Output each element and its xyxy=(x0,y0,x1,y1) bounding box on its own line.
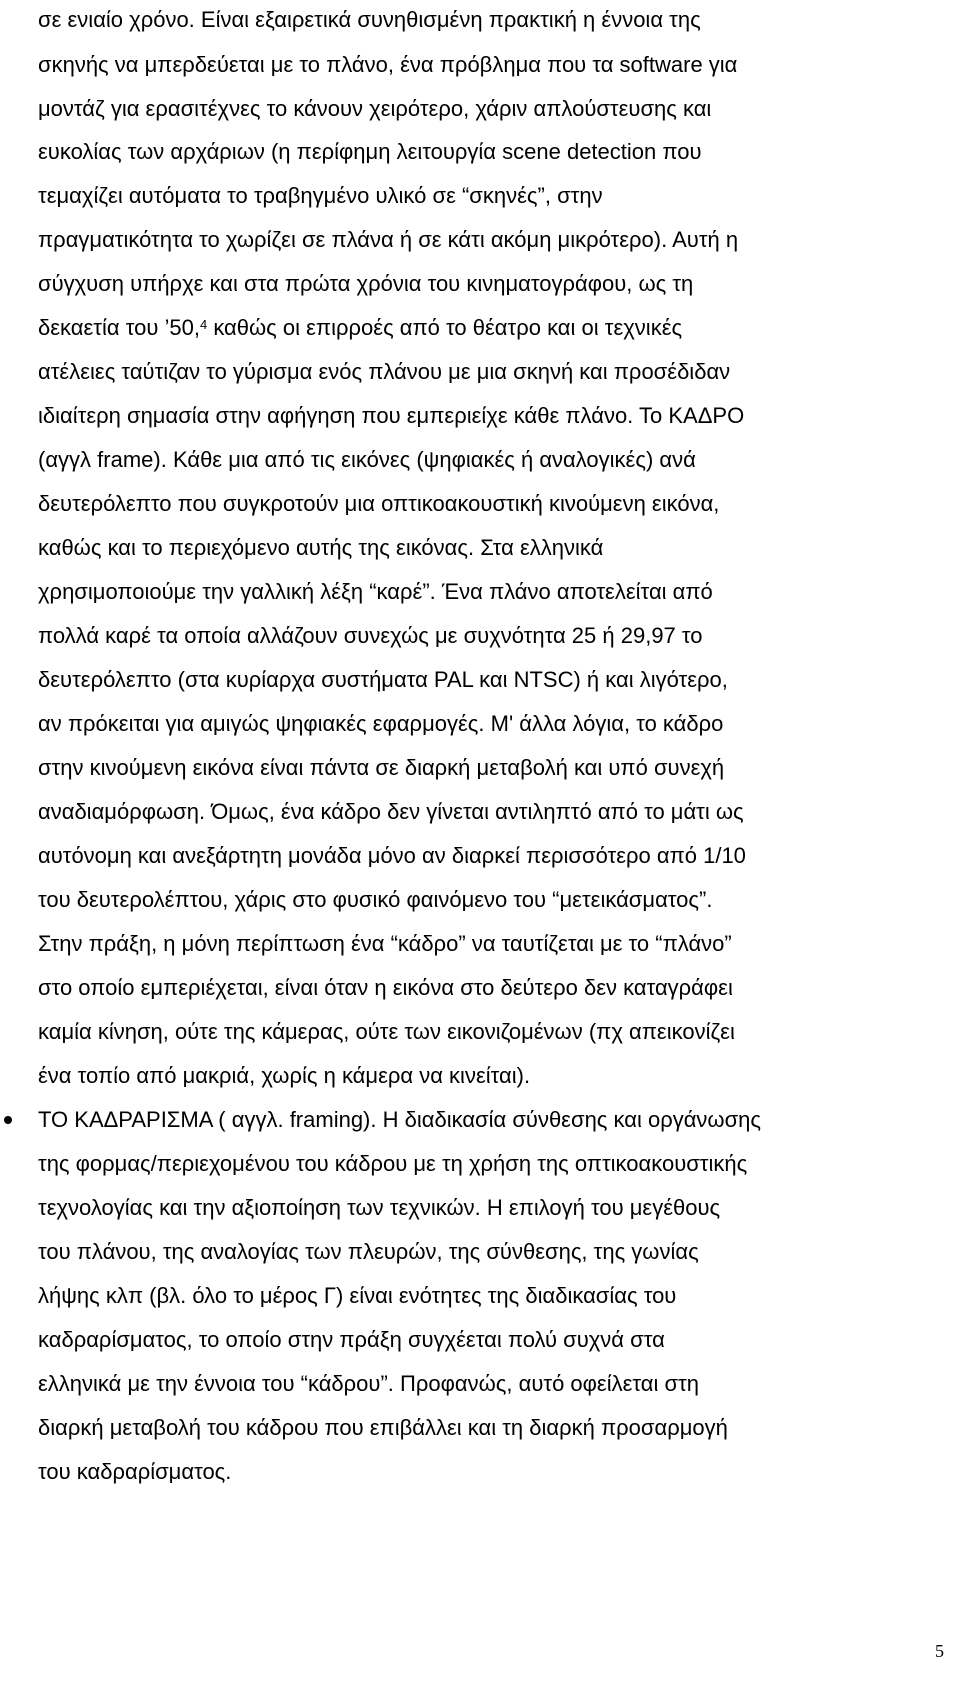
bullet-line: διαρκή μεταβολή του κάδρου που επιβάλλει και τη διαρκή προσαρμογή xyxy=(38,1415,728,1440)
paragraph-line: ένα τοπίο από μακριά, χωρίς η κάμερα να κινείται). xyxy=(38,1063,531,1088)
paragraph-line-with-footnote xyxy=(38,315,682,341)
paragraph-line: πολλά καρέ τα οποία αλλάζουν συνεχώς με συχνότητα 25 ή 29,97 το xyxy=(38,623,703,648)
paragraph-line-with-emphasis xyxy=(38,755,724,781)
bullet-line: ελληνικά με την έννοια του “κάδρου”. Προφανώς, αυτό οφείλεται στη xyxy=(38,1371,700,1396)
paragraph-line: ατέλειες ταύτιζαν το γύρισμα ενός πλάνου με μια σκηνή και προσέδιδαν xyxy=(38,359,731,384)
paragraph-line: σύγχυση υπήρχε και στα πρώτα χρόνια του κινηματογράφου, ως τη xyxy=(38,271,694,296)
bullet-line: του πλάνου, της αναλογίας των πλευρών, της σύνθεσης, της γωνίας xyxy=(38,1239,699,1264)
bullet-icon xyxy=(4,1116,12,1124)
paragraph-line: σε ενιαίο χρόνο. Είναι εξαιρετικά συνηθισμένη πρακτική η έννοια της xyxy=(38,7,701,32)
line-text: δεκαετία του ’50, xyxy=(38,315,200,340)
paragraph-line: ευκολίας των αρχάριων (η περίφημη λειτουργία scene detection που xyxy=(38,139,702,164)
paragraph-line: ιδιαίτερη σημασία στην αφήγηση που εμπεριείχε κάθε πλάνο. Το ΚΑΔΡΟ xyxy=(38,403,745,428)
paragraph-line: δευτερόλεπτο που συγκροτούν μια οπτικοακουστική κινούμενη εικόνα, xyxy=(38,491,720,516)
paragraph-line: πραγματικότητα το χωρίζει σε πλάνα ή σε κάτι ακόμη μικρότερο). Αυτή η xyxy=(38,227,739,252)
paragraph-line: αν πρόκειται για αμιγώς ψηφιακές εφαρμογές. Μ' άλλα λόγια, το κάδρο xyxy=(38,711,724,736)
bullet-line: τεχνολογίας και την αξιοποίηση των τεχνικών. Η επιλογή του μεγέθους xyxy=(38,1195,721,1220)
bullet-line: της φορμας/περιεχομένου του κάδρου με τη χρήση της οπτικοακουστικής xyxy=(38,1151,748,1176)
emphasized-phrase: είναι πάντα σε διαρκή μεταβολή xyxy=(260,755,568,780)
line-text: καθώς οι επιρροές από το θέατρο και οι τεχνικές xyxy=(213,315,683,340)
paragraph-line: αναδιαμόρφωση. Όμως, ένα κάδρο δεν γίνεται αντιληπτό από το μάτι ως xyxy=(38,799,744,824)
bullet-line: καδραρίσματος, το οποίο στην πράξη συγχέεται πολύ συχνά στα xyxy=(38,1327,665,1352)
footnote-reference: 4 xyxy=(199,317,208,332)
paragraph-line: του δευτερολέπτου, χάρις στο φυσικό φαινόμενο του “μετεικάσματος”. xyxy=(38,887,713,912)
paragraph-line: Στην πράξη, η μόνη περίπτωση ένα “κάδρο” να ταυτίζεται με το “πλάνο” xyxy=(38,931,732,956)
line-text: στην κινούμενη εικόνα xyxy=(38,755,254,780)
paragraph-line: (αγγλ frame). Κάθε μια από τις εικόνες (ψηφιακές ή αναλογικές) ανά xyxy=(38,447,696,472)
bullet-line: ΤΟ ΚΑΔΡΑΡΙΣΜΑ ( αγγλ. framing). Η διαδικασία σύνθεσης και οργάνωσης xyxy=(38,1107,762,1132)
bullet-line: του καδραρίσματος. xyxy=(38,1459,232,1484)
paragraph-line: σκηνής να μπερδεύεται με το πλάνο, ένα πρόβλημα που τα software για xyxy=(38,52,738,77)
bullet-line: λήψης κλπ (βλ. όλο το μέρος Γ) είναι ενότητες της διαδικασίας του xyxy=(38,1283,677,1308)
paragraph-line: στο οποίο εμπεριέχεται, είναι όταν η εικόνα στο δεύτερο δεν καταγράφει xyxy=(38,975,733,1000)
paragraph-line: τεμαχίζει αυτόματα το τραβηγμένο υλικό σε “σκηνές”, στην xyxy=(38,183,603,208)
line-text: και υπό συνεχή xyxy=(573,755,725,780)
paragraph-line: μοντάζ για ερασιτέχνες το κάνουν χειρότερο, χάριν απλούστευσης και xyxy=(38,96,712,121)
paragraph-line: αυτόνομη και ανεξάρτητη μονάδα μόνο αν διαρκεί περισσότερο από 1/10 xyxy=(38,843,746,868)
paragraph-line: καμία κίνηση, ούτε της κάμερας, ούτε των εικονιζομένων (πχ απεικονίζει xyxy=(38,1019,735,1044)
page-number: 5 xyxy=(935,1641,944,1661)
paragraph-line: καθώς και το περιεχόμενο αυτής της εικόνας. Στα ελληνικά xyxy=(38,535,604,560)
paragraph-line: χρησιμοποιούμε την γαλλική λέξη “καρέ”. Ένα πλάνο αποτελείται από xyxy=(38,579,713,604)
paragraph-line: δευτερόλεπτο (στα κυρίαρχα συστήματα PAL και NTSC) ή και λιγότερο, xyxy=(38,667,728,692)
